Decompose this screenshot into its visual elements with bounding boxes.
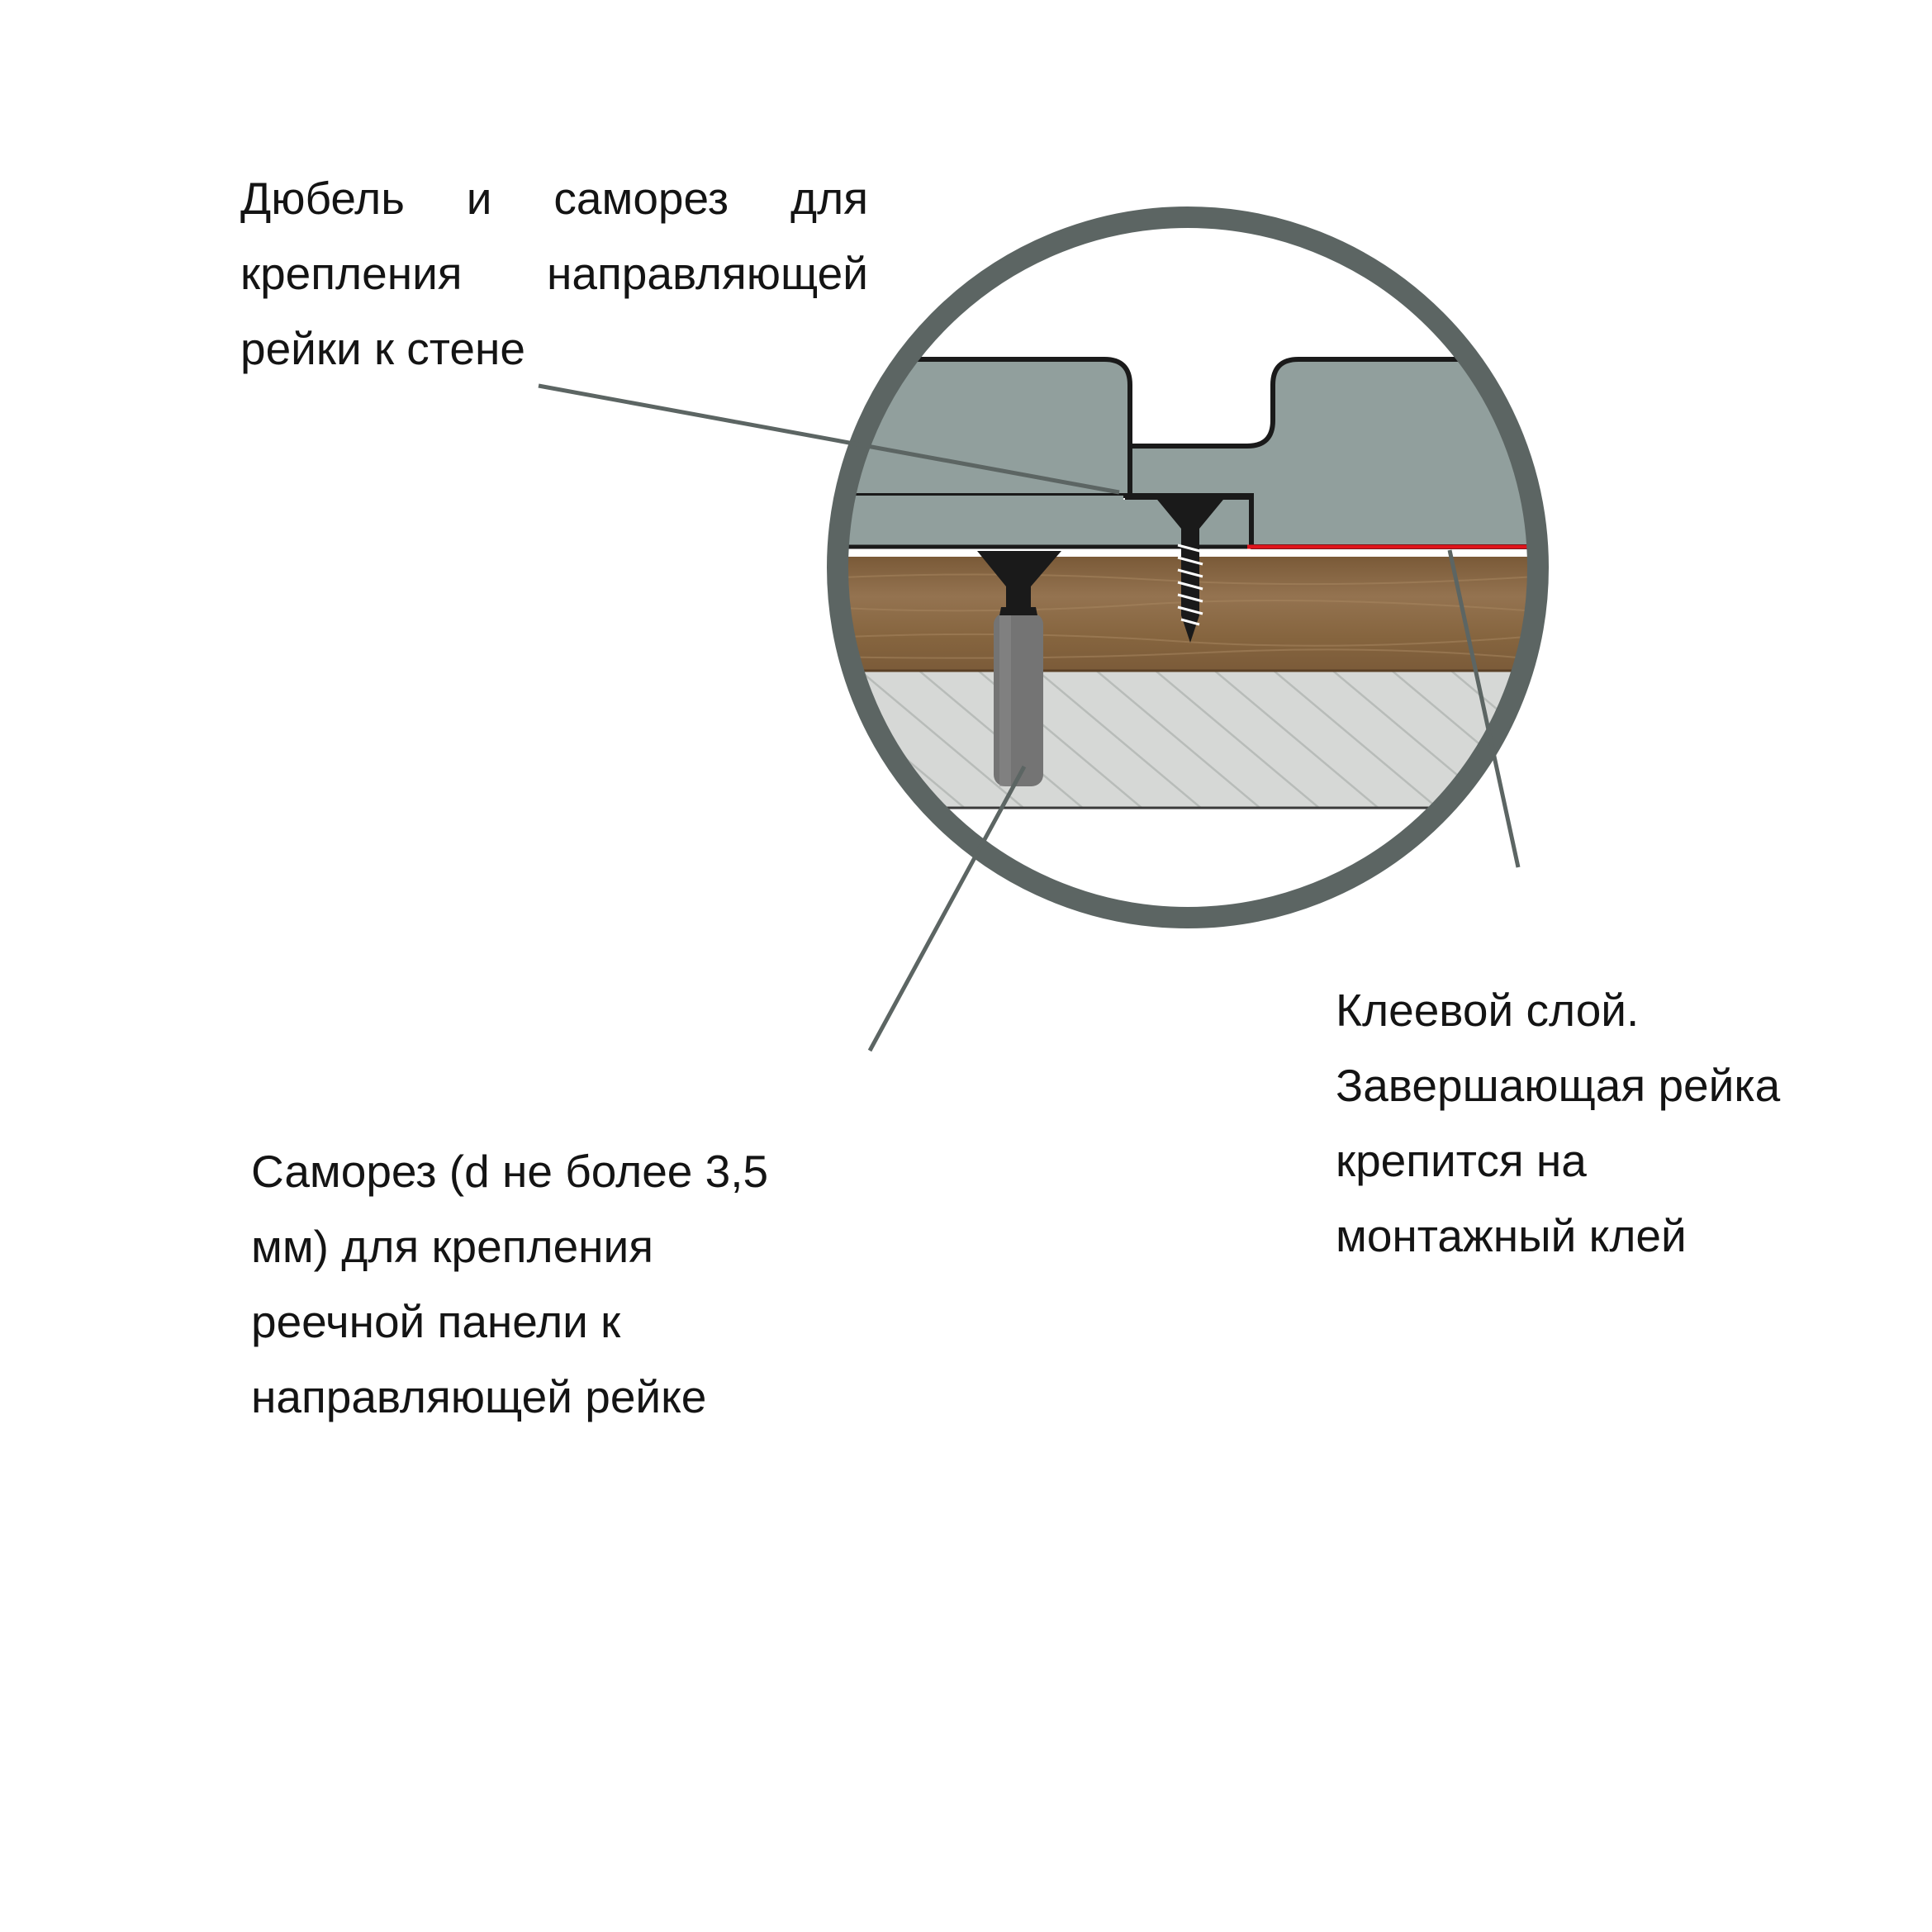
callout-panel-screw-line-1: Саморез (d не более 3,5 [251, 1146, 769, 1197]
callout-glue-layer [1336, 973, 1897, 1274]
callout-dowel-screw-line-2: крепления направляющей [240, 248, 868, 299]
callout-glue-layer-line-1: Клеевой слой. [1336, 985, 1640, 1036]
callout-panel-screw-line-4: направляющей рейке [251, 1371, 707, 1422]
callout-glue-layer-line-3: крепится на [1336, 1135, 1587, 1186]
callout-glue-layer-line-2: Завершающая рейка [1336, 1060, 1781, 1111]
callout-panel-screw-line-2: мм) для крепления [251, 1221, 654, 1272]
callout-panel-screw [251, 1134, 912, 1435]
callout-panel-screw-line-3: реечной панели к [251, 1296, 621, 1347]
callout-glue-layer-line-4: монтажный клей [1336, 1210, 1687, 1261]
callout-dowel-screw-line-1: Дюбель и саморез для [240, 173, 868, 224]
callout-dowel-screw [240, 161, 868, 387]
callout-dowel-screw-line-3: рейки к стене [240, 323, 525, 374]
